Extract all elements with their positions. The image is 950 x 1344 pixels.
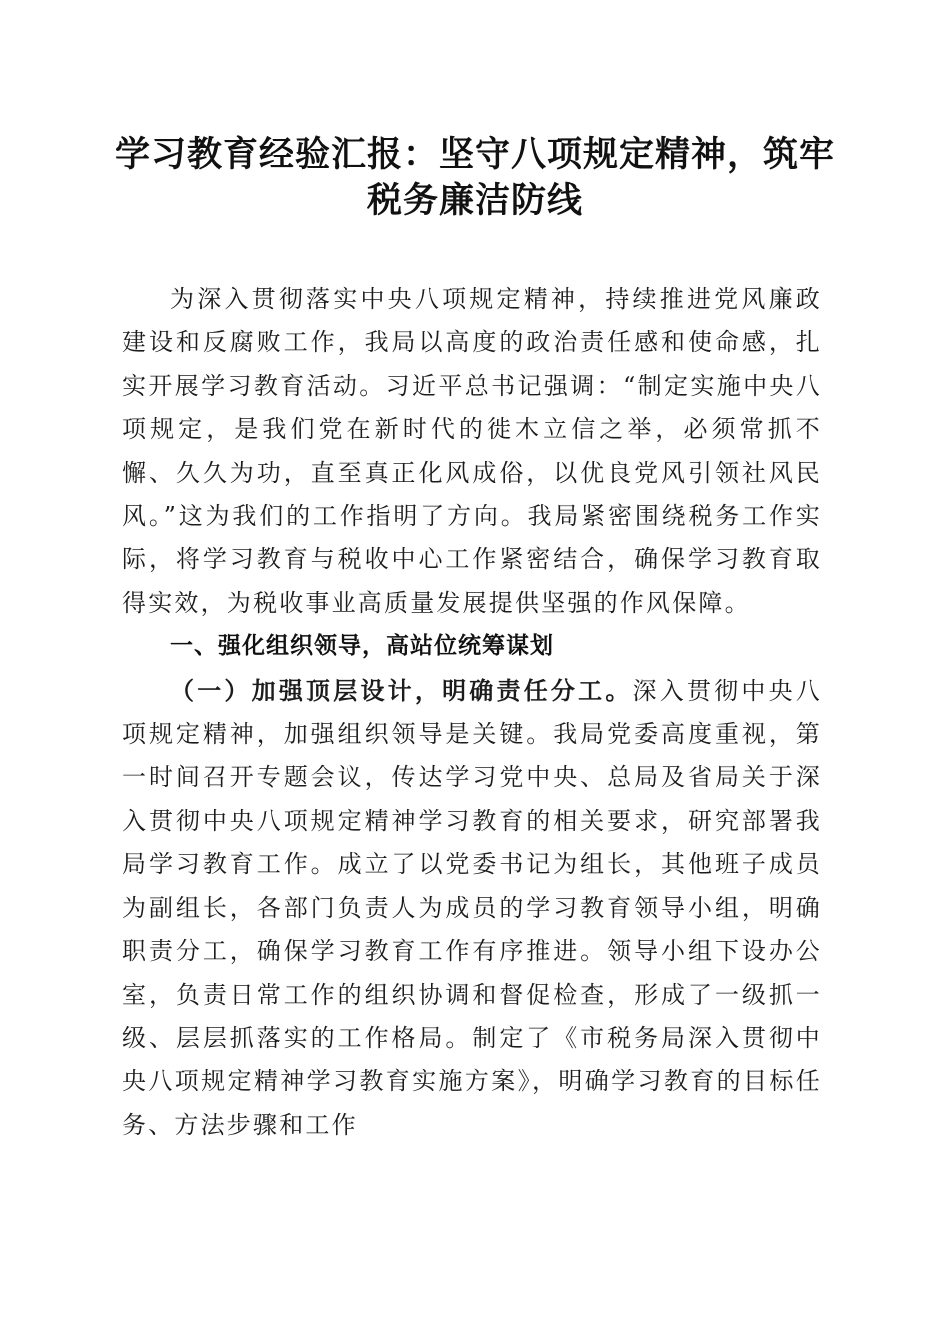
document-title: 学习教育经验汇报：坚守八项规定精神，筑牢税务廉洁防线 xyxy=(114,134,835,221)
subsection-heading-1: （一）加强顶层设计，明确责任分工。 xyxy=(170,675,633,705)
document-body xyxy=(122,278,822,1147)
intro-paragraph: 为深入贯彻落实中央八项规定精神，持续推进党风廉政建设和反腐败工作，我局以高度的政治责任感和使命感，扎实开展学习教育活动。习近平总书记强调：“制定实施中央八项规定，是我们党在新时代的徙木立信之举，必须常抓不懈、久久为功，直至真正化风成俗，以优良党风引领社风民风。”这为我们的工作指明了方向。我局紧密围绕税务工作实际，将学习教育与税收中心工作紧密结合，确保学习教育取得实效，为税收事业高质量发展提供坚强的作风保障。 xyxy=(122,285,822,617)
subsection-body-1: 深入贯彻中央八项规定精神，加强组织领导是关键。我局党委高度重视，第一时间召开专题会议，传达学习党中央、总局及省局关于深入贯彻中央八项规定精神学习教育的相关要求，研究部署我局学习教育工作。成立了以党委书记为组长，其他班子成员为副组长，各部门负责人为成员的学习教育领导小组，明确职责分工，确保学习教育工作有序推进。领导小组下设办公室，负责日常工作的组织协调和督促检查，形成了一级抓一级、层层抓落实的工作格局。制定了《市税务局深入贯彻中央八项规定精神学习教育实施方案》，明确学习教育的目标任务、方法步骤和工作 xyxy=(122,676,822,1139)
section-heading-1: 一、强化组织领导，高站位统筹谋划 xyxy=(170,633,554,660)
subsection-paragraph-1 xyxy=(122,669,822,1147)
